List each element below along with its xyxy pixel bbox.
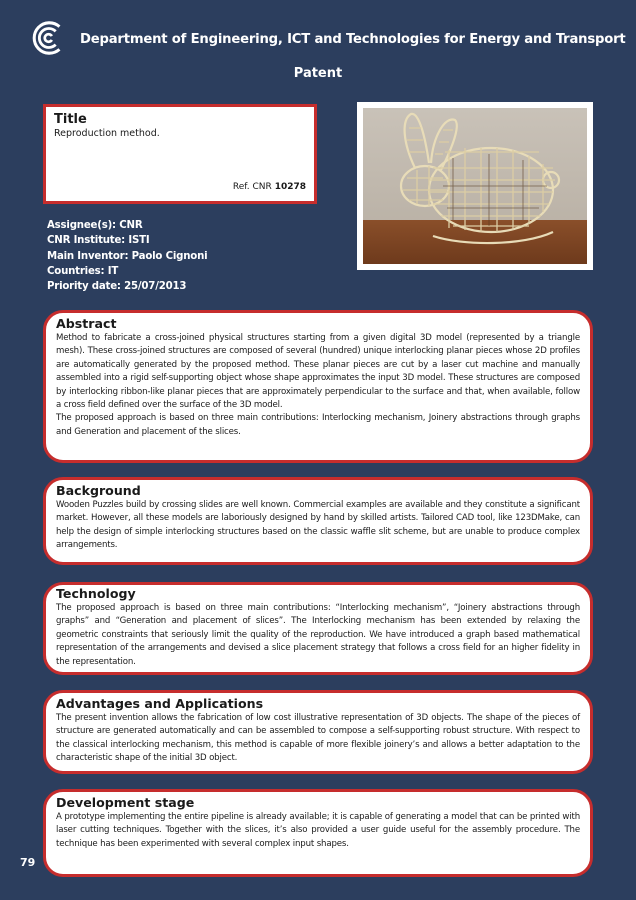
technology-section	[43, 582, 593, 675]
section-body	[56, 499, 580, 553]
title-label: Title	[54, 112, 87, 127]
paragraph: Method to fabricate a cross-joined physical structures starting from a given digital 3D model (represented by a triangle mesh). These cross-joined structures are composed of several (hundred) unique interlocking planar pieces whose 2D profiles are automatically generated by the proposed method. These planar pieces are cut by a laser cut machine and manually assembled into a rigid self-supporting object whose shape approximates the input 3D model. These structures are composed by interlocking ribbon-like planar pieces that are approximately perpendicular to the surface and that, when available, follow a cross field defined over the surface of the 3D model.	[56, 333, 580, 411]
abstract-section	[43, 310, 593, 463]
section-heading: Technology	[56, 586, 136, 601]
inventor-line: Main Inventor: Paolo Cignoni	[47, 250, 208, 262]
priority-date-line: Priority date: 25/07/2013	[47, 281, 187, 293]
assignee-line: Assignee(s): CNR	[47, 220, 143, 231]
paragraph: A prototype implementing the entire pipeline is already available; it is capable of generating a model that can be printed with laser cutting techniques. Together with the slices, it’s also provided a user guide useful for the assembly procedure. The technique has been experimented with several complex input shapes.	[56, 812, 580, 849]
section-body	[56, 811, 580, 851]
ref-value: 10278	[274, 182, 306, 192]
paragraph: Wooden Puzzles build by crossing slides are well known. Commercial examples are available and they constitute a significant market. However, all these models are laboriously designed by hand by skilled artists. Tailored CAD tool, like 123DMake, can help the design of simple interlocking structures based on the classic waffle slit scheme, but are unable to produce complex arrangements.	[56, 500, 580, 551]
ref-prefix: Ref. CNR	[232, 182, 272, 192]
development-section	[43, 789, 593, 877]
title-text: Reproduction method.	[54, 128, 160, 139]
reference-number	[233, 182, 306, 192]
patent-info	[47, 218, 207, 294]
section-body	[56, 332, 580, 439]
wooden-bunny-sculpture-image	[363, 108, 587, 264]
background-section	[43, 477, 593, 565]
product-photo	[357, 102, 593, 270]
section-heading: Abstract	[56, 316, 117, 331]
advantages-section	[43, 690, 593, 774]
section-heading: Background	[56, 483, 141, 498]
document-type: Patent	[293, 66, 343, 81]
section-body	[56, 712, 580, 766]
institute-line: CNR Institute: ISTI	[47, 235, 150, 247]
paragraph: The proposed approach is based on three main contributions: “Interlocking mechanism”, “Joinery abstractions through graphs” and “Generation and placement of slices”. The Interlocking mechanism has been extended by relaxing the geometric constraints that seriously limit the quality of the reproduction. We have introduced a graph based mathematical representation of the arrangements and devised a slice placement strategy that follows a cross field for an higher fidelity in the representation.	[56, 603, 580, 667]
department-title: Department of Engineering, ICT and Technologies for Energy and Transport	[80, 32, 626, 47]
page-number: 79	[20, 856, 36, 869]
title-box	[43, 104, 317, 204]
cnr-logo-icon	[30, 19, 68, 57]
section-heading: Development stage	[56, 795, 195, 810]
paragraph: The present invention allows the fabrication of low cost illustrative representation of 3D objects. The shape of the pieces of structure are generated automatically and can be assembled to compose a self-supporting robust structure. With respect to the classical interlocking mechanism, this method is capable of more flexible joinery’s and allows a better adaptation to the characteristic shape of the initial 3D object.	[56, 713, 580, 764]
section-body	[56, 602, 580, 669]
countries-line: Countries: IT	[47, 265, 119, 277]
section-heading: Advantages and Applications	[56, 696, 264, 711]
paragraph: The proposed approach is based on three main contributions: Interlocking mechanism, Joinery abstractions through graphs and Generation and placement of the slices.	[56, 413, 580, 437]
